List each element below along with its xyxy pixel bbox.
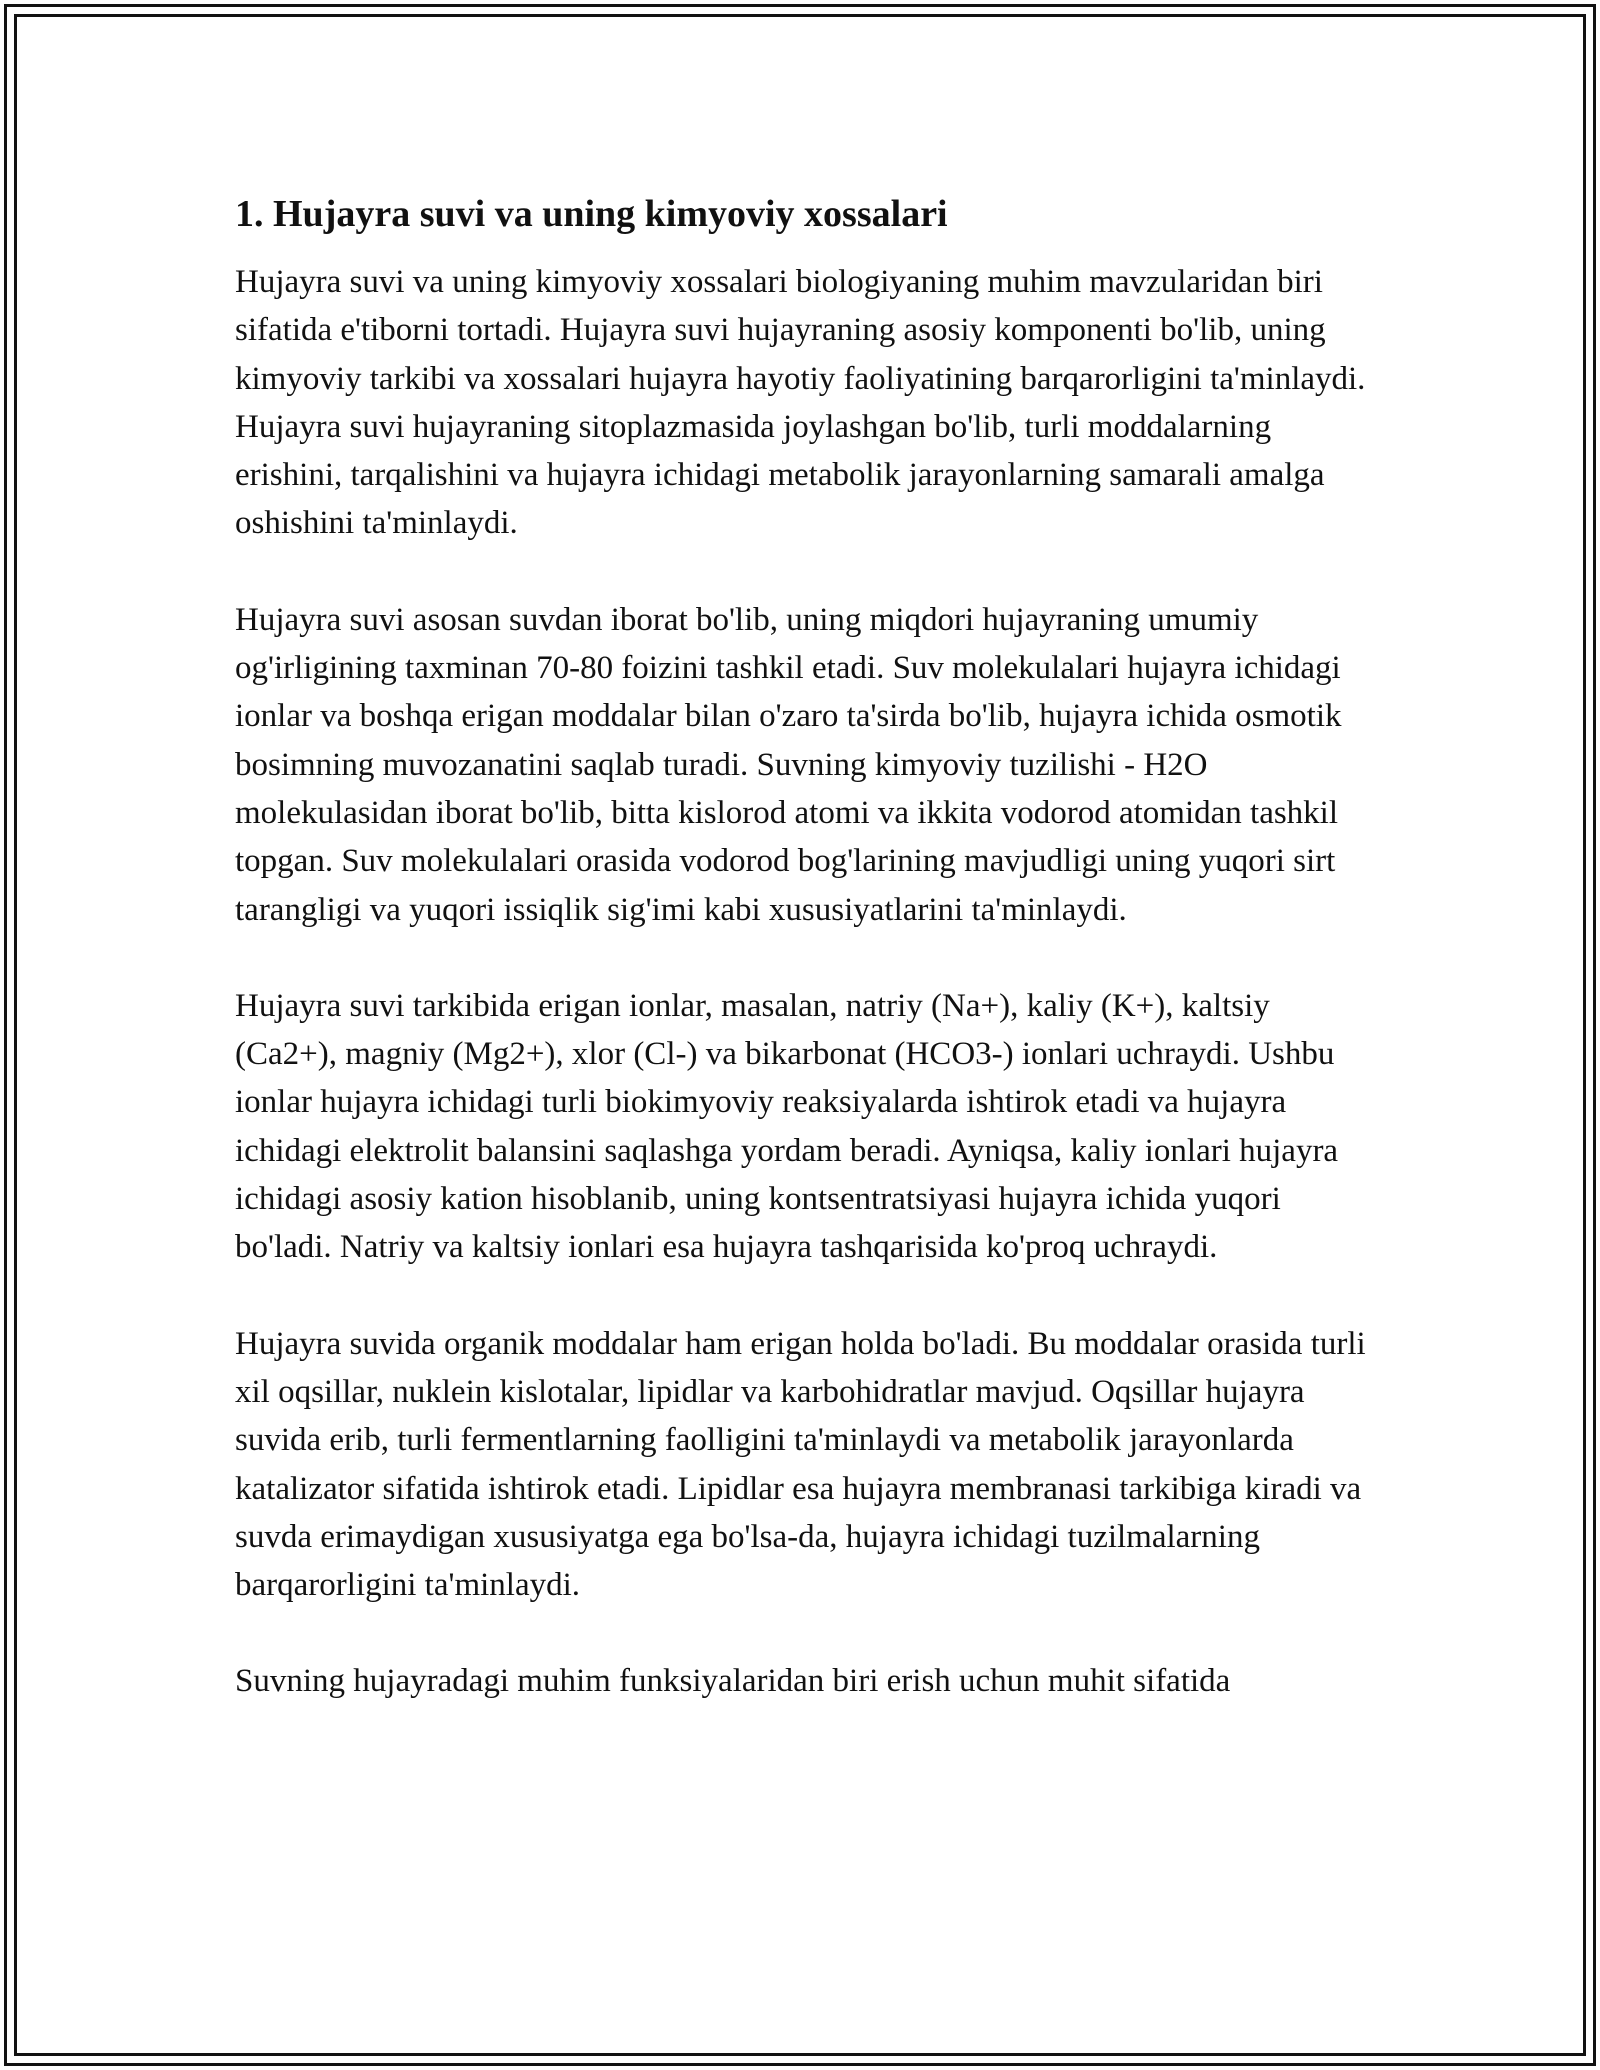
paragraph-3: Hujayra suvi tarkibida erigan ionlar, masalan, natriy (Na+), kaliy (K+), kaltsiy (Ca2+), magniy (Mg2+), xlor (Cl-) va bikarbonat (HCO3-) ionlari uchraydi. Ushbu ionlar hujayra ichidagi turli biokimyoviy reaksiyalarda ishtirok etadi va hujayra ichidagi elektrolit balansini saqlashga yordam beradi. Ayniqsa, kaliy ionlari hujayra ichidagi asosiy kation hisoblanib, uning kontsentratsiyasi hujayra ichida yuqori bo'ladi. Natriy va kaltsiy ionlari esa hujayra tashqarisida ko'proq uchraydi. bbox=[235, 987, 1339, 1266]
section-heading: 1. Hujayra suvi va uning kimyoviy xossalari bbox=[235, 193, 948, 235]
paragraph-1: Hujayra suvi va uning kimyoviy xossalari biologiyaning muhim mavzularidan biri sifatida e'tiborni tortadi. Hujayra suvi hujayraning asosiy komponenti bo'lib, uning kimyoviy tarkibi va xossalari hujayra hayotiy faoliyatining barqarorligini ta'minlaydi. Hujayra suvi hujayraning sitoplazmasida joylashgan bo'lib, turli moddalarning erishini, tarqalishini va hujayra ichidagi metabolik jarayonlarning samarali amalga oshishini ta'minlaydi. bbox=[235, 264, 1366, 542]
paragraph-2: Hujayra suvi asosan suvdan iborat bo'lib, uning miqdori hujayraning umumiy og'irligining taxminan 70-80 foizini tashkil etadi. Suv molekulalari hujayra ichidagi ionlar va boshqa erigan moddalar bilan o'zaro ta'sirda bo'lib, hujayra ichida osmotik bosimning muvozanatini saqlab turadi. Suvning kimyoviy tuzilishi - H2O molekulasidan iborat bo'lib, bitta kislorod atomi va ikkita vodorod atomidan tashkil topgan. Suv molekulalari orasida vodorod bog'larining mavjudligi uning yuqori sirt tarangligi va yuqori issiqlik sig'imi kabi xususiyatlarini ta'minlaydi. bbox=[235, 601, 1342, 928]
paragraph-list bbox=[235, 258, 1375, 1706]
document-body bbox=[235, 188, 1375, 1754]
paragraph-5: Suvning hujayradagi muhim funksiyalaridan biri erish uchun muhit sifatida bbox=[235, 1663, 1231, 1700]
paragraph-4: Hujayra suvida organik moddalar ham erigan holda bo'ladi. Bu moddalar orasida turli xil oqsillar, nuklein kislotalar, lipidlar va karbohidratlar mavjud. Oqsillar hujayra suvida erib, turli fermentlarning faolligini ta'minlaydi va metabolik jarayonlarda katalizator sifatida ishtirok etadi. Lipidlar esa hujayra membranasi tarkibiga kiradi va suvda erimaydigan xususiyatga ega bo'lsa-da, hujayra ichidagi tuzilmalarning barqarorligini ta'minlaydi. bbox=[235, 1325, 1366, 1604]
